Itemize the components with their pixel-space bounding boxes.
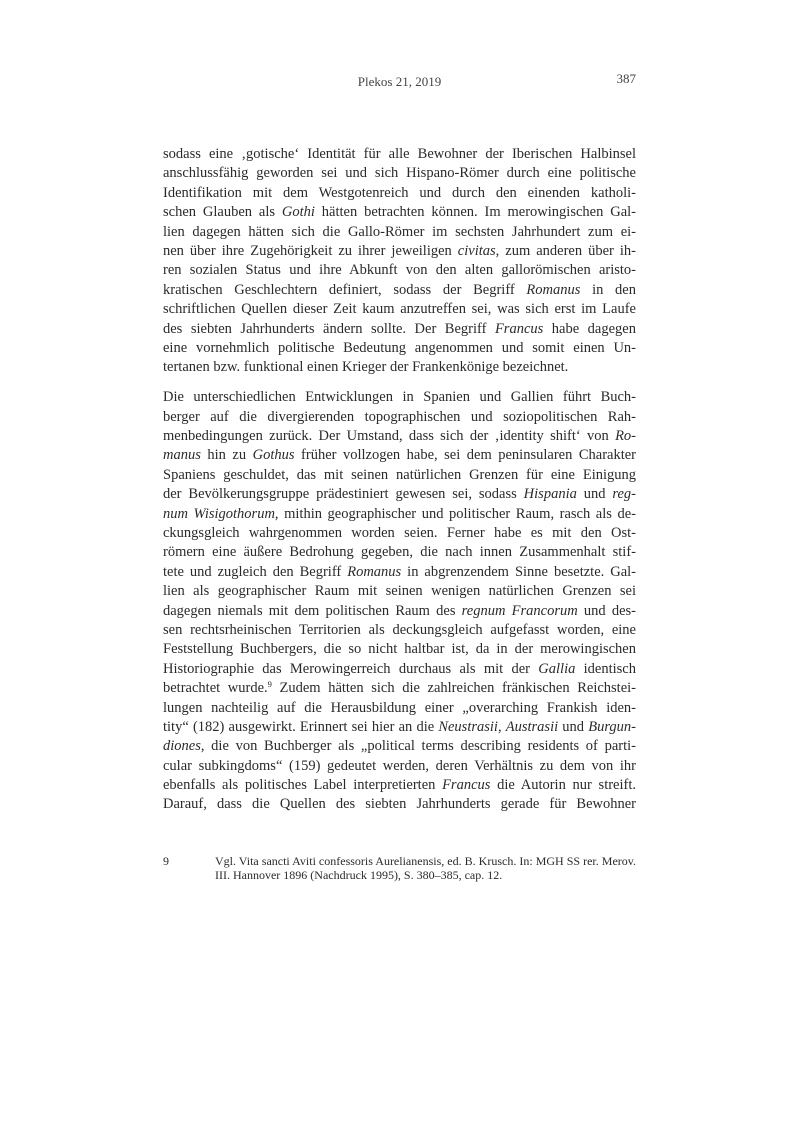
text-line: [163, 339, 636, 358]
italic-text: manus: [163, 447, 201, 464]
text-segment: , mithin geographischer und politischer Raum, rasch als de-: [274, 505, 636, 522]
text-line: [163, 164, 636, 183]
text-line: [163, 242, 636, 261]
paragraph: [163, 145, 636, 378]
italic-text: Gallia: [538, 660, 576, 677]
text-segment: identisch: [575, 660, 636, 677]
text-segment: Darauf, dass die Quellen des siebten Jahrhunderts gerade für Bewohner: [163, 796, 636, 813]
text-segment: Identifikation mit dem Westgotenreich und durch den einenden katholi-: [163, 184, 636, 201]
text-segment: sen rechtsrheinischen Territorien als deckungsgleich aufgefasst worden, eine: [163, 621, 636, 638]
italic-text: reg-: [612, 486, 637, 503]
text-line: [163, 281, 636, 300]
running-header-title: Plekos 21, 2019: [357, 74, 442, 89]
text-line: [163, 795, 636, 814]
text-segment: Historiographie das Merowingerreich durchaus als mit der: [163, 660, 539, 677]
footnote-text: Vgl. Vita sancti Aviti confessoris Aurelianensis, ed. B. Krusch. In: MGH SS rer. Merov. III. Hannover 1896 (Nachdruck 1995), S. 380–385, cap. 12.: [215, 854, 636, 882]
text-line: [163, 640, 636, 659]
text-segment: betrachtet wurde.: [163, 680, 268, 697]
text-line: [163, 223, 636, 242]
text-segment: des siebten Jahrhunderts ändern sollte. Der Begriff: [163, 320, 495, 337]
text-segment: schriftlichen Quellen dieser Zeit kaum anzutreffen sei, was sich erst im Laufe: [163, 301, 636, 318]
italic-text: Francus: [494, 320, 544, 337]
text-line: [163, 679, 636, 698]
text-segment: der Bevölkerungsgruppe prädestiniert gewesen sei, sodass: [163, 486, 524, 503]
text-line: [163, 505, 636, 524]
text-segment: cular subkingdoms“ (159) gedeutet werden, deren Verhältnis zu dem von ihr: [163, 757, 636, 774]
text-segment: in den: [580, 281, 636, 298]
page-number: 387: [616, 71, 636, 86]
text-line: [163, 358, 636, 377]
text-segment: lien als geographischer Raum mit seinen wenigen natürlichen Grenzen sei: [163, 583, 636, 600]
text-line: [163, 524, 636, 543]
footnote-reference: 9: [267, 679, 272, 690]
italic-text: Gothus: [252, 447, 295, 464]
text-segment: ,: [497, 718, 506, 735]
italic-text: Austrasii: [505, 718, 559, 735]
italic-text: diones: [163, 738, 201, 755]
text-segment: römern eine äußere Bedrohung gegeben, die nach innen Zusammenhalt stif-: [163, 544, 636, 561]
text-line: [163, 563, 636, 582]
text-line: [163, 699, 636, 718]
italic-text: num Wisigothorum: [163, 505, 275, 522]
italic-text: Neustrasii: [438, 718, 498, 735]
text-line: [163, 427, 636, 446]
text-line: [163, 446, 636, 465]
text-segment: lungen nachteilig auf die Herausbildung einer „overarching Frankish iden-: [163, 699, 636, 716]
text-line: [163, 621, 636, 640]
text-segment: und: [576, 486, 613, 503]
text-segment: Die unterschiedlichen Entwicklungen in Spanien und Gallien führt Buch-: [163, 389, 636, 406]
text-segment: Zudem hätten sich die zahlreichen fränkischen Reichstei-: [271, 680, 636, 697]
paragraph: [163, 388, 636, 815]
italic-text: Francus: [442, 777, 491, 794]
text-line: [163, 466, 636, 485]
text-segment: in abgrenzendem Sinne besetzte. Gal-: [401, 563, 636, 580]
text-segment: ren sozialen Status und ihre Abkunft von den alten gallorömischen aristo-: [163, 262, 636, 279]
text-line: [163, 388, 636, 407]
text-line: [163, 320, 636, 339]
italic-text: civitas: [457, 242, 496, 259]
text-line: [163, 145, 636, 164]
text-line: [163, 582, 636, 601]
italic-text: Burgun-: [588, 718, 637, 735]
text-line: [163, 757, 636, 776]
text-segment: nen über ihre Zugehörigkeit zu ihrer jeweiligen: [163, 242, 458, 259]
text-segment: hätten betrachten können. Im merowingischen Gal-: [314, 204, 636, 221]
text-segment: tete und zugleich den Begriff: [163, 563, 348, 580]
italic-text: Ro-: [615, 428, 636, 445]
text-segment: schen Glauben als: [163, 204, 282, 221]
text-segment: anschlussfähig geworden sei und sich Hispano-Römer durch eine politische: [163, 165, 636, 182]
text-line: [163, 203, 636, 222]
footnote-number: 9: [163, 854, 169, 868]
text-segment: tertanen bzw. funktional einen Krieger der Frankenkönige bezeichnet.: [163, 359, 569, 376]
text-segment: berger auf die divergierenden topographischen und soziopolitischen Rah-: [163, 408, 636, 425]
text-line: [163, 660, 636, 679]
text-segment: ebenfalls als politisches Label interpretierten: [163, 777, 443, 794]
text-segment: Spaniens geschuldet, das mit seinen natürlichen Grenzen für eine Einigung: [163, 466, 636, 483]
text-line: [163, 602, 636, 621]
text-line: [163, 737, 636, 756]
text-segment: habe dagegen: [543, 320, 636, 337]
text-segment: dagegen niemals mit dem politischen Raum des: [163, 602, 462, 619]
text-line: [163, 543, 636, 562]
text-line: [163, 485, 636, 504]
text-segment: lien dagegen hätten sich die Gallo-Römer im sechsten Jahrhundert zum ei-: [163, 223, 636, 240]
text-segment: früher vollzogen habe, sei dem peninsularen Charakter: [294, 447, 637, 464]
text-line: [163, 300, 636, 319]
text-segment: die Autorin nur streift.: [490, 777, 637, 794]
text-line: [163, 718, 636, 737]
text-line: [163, 408, 636, 427]
text-segment: kratischen Geschlechtern definiert, sodass der Begriff: [163, 281, 527, 298]
text-segment: Feststellung Buchbergers, die so nicht haltbar ist, da in der merowingischen: [163, 641, 636, 658]
italic-text: regnum Francorum: [461, 602, 578, 619]
body-text: [163, 145, 636, 825]
text-line: [163, 184, 636, 203]
text-segment: menbedingungen zurück. Der Umstand, dass sich der ‚identity shift‘ von: [163, 428, 616, 445]
text-line: [163, 776, 636, 795]
text-segment: und: [558, 718, 589, 735]
italic-text: Gothi: [281, 204, 315, 221]
italic-text: Romanus: [347, 563, 402, 580]
text-line: [163, 261, 636, 280]
text-segment: eine vornehmlich politische Bedeutung angenommen und somit einen Un-: [163, 339, 636, 356]
italic-text: Romanus: [526, 281, 581, 298]
text-segment: ckungsgleich wahrgenommen worden seien. Ferner habe es mit den Ost-: [163, 525, 636, 542]
text-segment: und des-: [577, 602, 636, 619]
text-segment: , die von Buchberger als „political terms describing residents of parti-: [200, 738, 636, 755]
italic-text: Hispania: [523, 486, 577, 503]
text-segment: hin zu: [200, 447, 253, 464]
text-segment: tity“ (182) ausgewirkt. Erinnert sei hier an die: [163, 718, 439, 735]
text-segment: sodass eine ‚gotische‘ Identität für alle Bewohner der Iberischen Halbinsel: [163, 146, 636, 162]
text-segment: , zum anderen über ih-: [495, 242, 636, 259]
